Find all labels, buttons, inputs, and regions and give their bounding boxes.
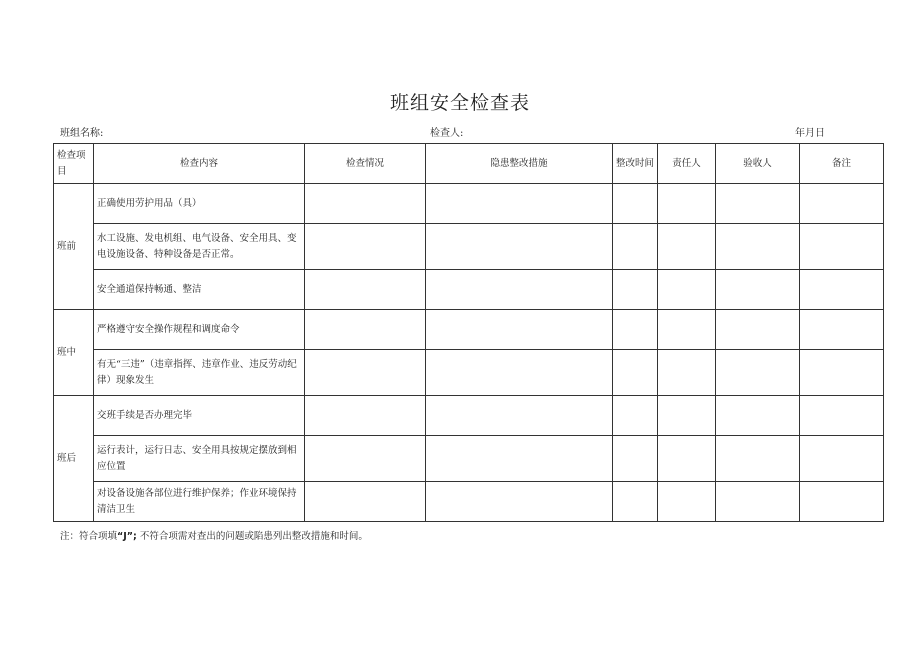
table-row bbox=[54, 310, 884, 350]
check-item: 运行表计，运行日志、安全用具按规定摆放到相应位置 bbox=[94, 436, 305, 482]
inspector-label: 检查人: bbox=[430, 128, 464, 139]
check-item: 交班手续是否办理完毕 bbox=[94, 396, 305, 436]
header-inspection-content: 检查内容 bbox=[94, 144, 305, 184]
table-row bbox=[54, 436, 884, 482]
group-label: 班前 bbox=[54, 184, 94, 310]
header-inspection-status: 检查情况 bbox=[305, 144, 426, 184]
check-item: 安全通道保持畅通、整洁 bbox=[94, 270, 305, 310]
table-row bbox=[54, 396, 884, 436]
header-acceptor: 验收人 bbox=[716, 144, 800, 184]
group-label: 班中 bbox=[54, 310, 94, 396]
header-rectification-time: 整改时间 bbox=[613, 144, 658, 184]
header-rectification-measures: 隐患整改措施 bbox=[426, 144, 613, 184]
page-title: 班组安全检查表 bbox=[389, 92, 530, 114]
table-row bbox=[54, 184, 884, 224]
date-label: 年月日 bbox=[795, 128, 825, 139]
header-responsible-person: 责任人 bbox=[658, 144, 716, 184]
table-row bbox=[54, 350, 884, 396]
team-name-label: 班组名称: bbox=[60, 128, 104, 139]
group-label: 班后 bbox=[54, 396, 94, 522]
check-item: 对设备设施各部位进行维护保养；作业环境保持清洁卫生 bbox=[94, 482, 305, 522]
check-item: 水工设施、发电机组、电气设备、安全用具、变电设施设备、特种设备是否正常。 bbox=[94, 224, 305, 270]
inspection-table bbox=[53, 143, 884, 522]
footnote-suffix: 不符合项需对查出的问题或陷患列出整改措施和时间。 bbox=[139, 531, 368, 542]
footnote-prefix: 注：符合项填 bbox=[60, 531, 118, 542]
table-row bbox=[54, 482, 884, 522]
header-row bbox=[54, 144, 884, 184]
footnote-mark: “J”; bbox=[117, 531, 137, 542]
table-row bbox=[54, 224, 884, 270]
footnote bbox=[60, 528, 368, 542]
check-item: 严格遵守安全操作规程和调度命令 bbox=[94, 310, 305, 350]
check-item: 有无“三违”（违章指挥、违章作业、违反劳动纪律）现象发生 bbox=[94, 350, 305, 396]
check-item: 正确使用劳护用品（具） bbox=[94, 184, 305, 224]
header-inspection-item: 检查项目 bbox=[54, 144, 94, 184]
table-row bbox=[54, 270, 884, 310]
header-remarks: 备注 bbox=[800, 144, 884, 184]
